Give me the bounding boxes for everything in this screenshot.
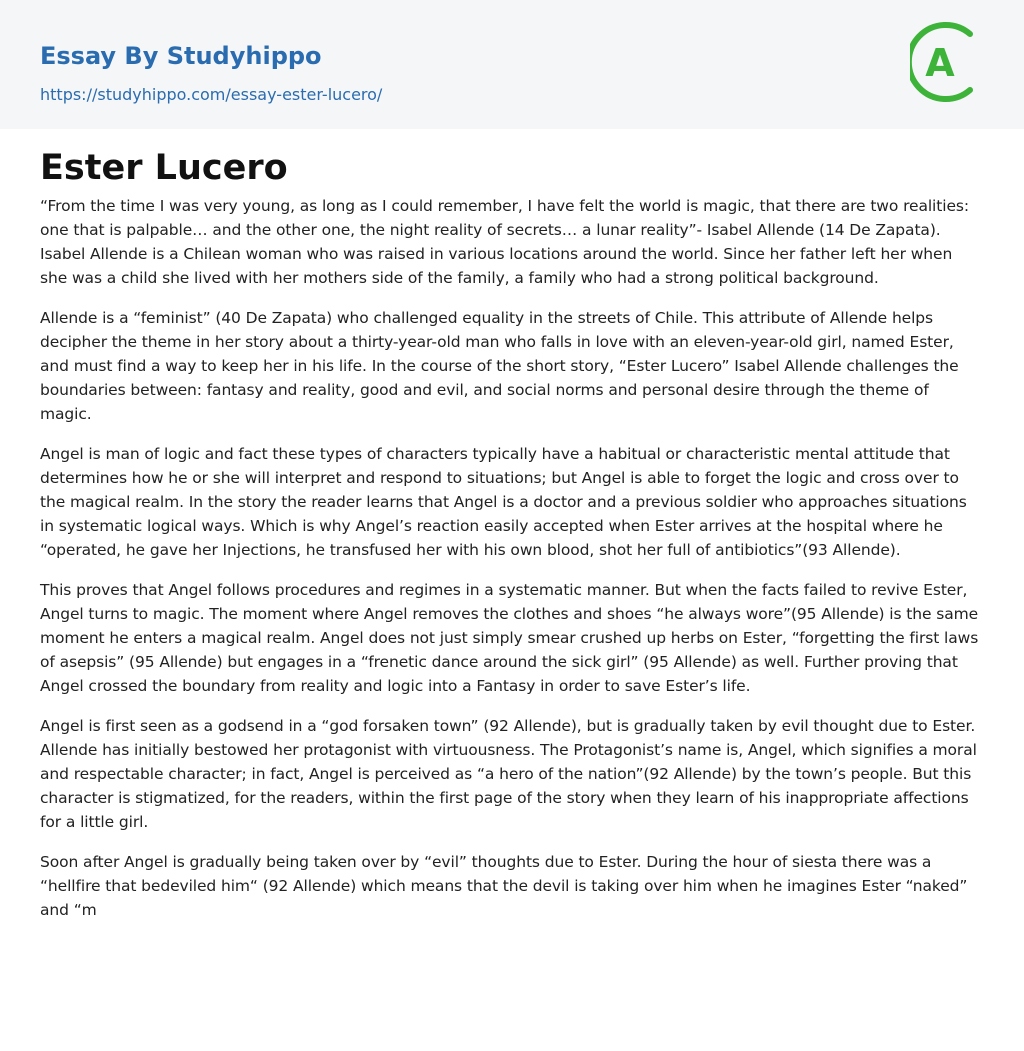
site-header: [0, 0, 1024, 129]
logo-icon: [910, 18, 988, 106]
essay-title: Ester Lucero: [40, 148, 288, 188]
essay-url-link[interactable]: https://studyhippo.com/essay-ester-lucero/: [40, 85, 383, 104]
essay-paragraph: Soon after Angel is gradually being taken over by “evil” thoughts due to Ester. During the hour of siesta there was a “hellfire that bedeviled him“ (92 Allende) which means that the devil is taking over him when he imagines Ester “naked” and “m: [40, 853, 968, 919]
essay-paragraph: Allende is a “feminist” (40 De Zapata) who challenged equality in the streets of Chile. This attribute of Allende helps decipher the theme in her story about a thirty-year-old man who falls in love with an eleven-year-old girl, named Ester, and must find a way to keep her in his life. In the course of the short story, “Ester Lucero” Isabel Allende challenges the boundaries between: fantasy and reality, good and evil, and social norms and personal desire through the theme of magic.: [40, 309, 959, 423]
essay-paragraph: Angel is first seen as a godsend in a “god forsaken town” (92 Allende), but is gradually taken by evil thought due to Ester. Allende has initially bestowed her protagonist with virtuousness. The Protagonist’s name is, Angel, which signifies a moral and respectable character; in fact, Angel is perceived as “a hero of the nation”(92 Allende) by the town’s people. But this character is stigmatized, for the readers, within the first page of the story when they learn of his inappropriate affections for a little girl.: [40, 717, 977, 831]
essay-paragraph: “From the time I was very young, as long as I could remember, I have felt the world is magic, that there are two realities: one that is palpable… and the other one, the night reality of secrets… a lunar reality”- Isabel Allende (14 De Zapata). Isabel Allende is a Chilean woman who was raised in various locations around the world. Since her father left her when she was a child she lived with her mothers side of the family, a family who had a strong political background.: [40, 197, 969, 287]
essay-paragraph: Angel is man of logic and fact these types of characters typically have a habitual or characteristic mental attitude that determines how he or she will interpret and respond to situations; but Angel is able to forget the logic and cross over to the magical realm. In the story the reader learns that Angel is a doctor and a previous soldier who approaches situations in systematic logical ways. Which is why Angel’s reaction easily accepted when Ester arrives at the hospital where he “operated, he gave her Injections, he transfused her with his own blood, shot her full of antibiotics”(93 Allende).: [40, 445, 967, 559]
logo-letter: A: [925, 41, 955, 85]
brand-title[interactable]: Essay By Studyhippo: [40, 42, 322, 70]
essay-paragraph: This proves that Angel follows procedures and regimes in a systematic manner. But when the facts failed to revive Ester, Angel turns to magic. The moment where Angel removes the clothes and shoes “he always wore”(95 Allende) is the same moment he enters a magical realm. Angel does not just simply smear crushed up herbs on Ester, “forgetting the first laws of asepsis” (95 Allende) but engages in a “frenetic dance around the sick girl” (95 Allende) as well. Further proving that Angel crossed the boundary from reality and logic into a Fantasy in order to save Ester’s life.: [40, 581, 979, 695]
studyhippo-logo[interactable]: [910, 18, 988, 106]
essay-body: [40, 194, 984, 938]
